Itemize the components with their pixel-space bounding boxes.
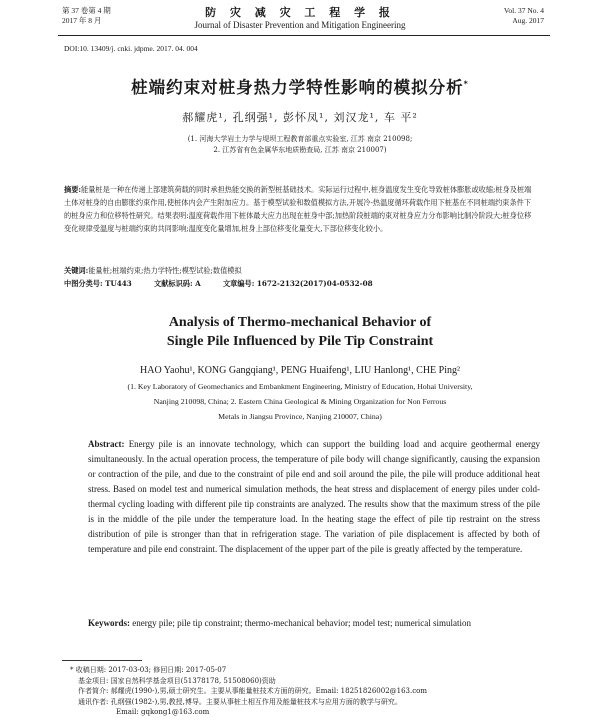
journal-name-en: Journal of Disaster Prevention and Mitigation Engineering xyxy=(194,20,406,30)
affiliation-cn-1: (1. 河海大学岩土力学与堤坝工程教育部重点实验室, 江苏 南京 210098; xyxy=(187,135,413,143)
footnote-author-info: 作者简介: 郝耀虎(1990-),男,硕士研究生。主要从事能量桩技术方面的研究。Email: 18251826002@163.com xyxy=(78,687,428,695)
title-en: Analysis of Thermo-mechanical Behavior of Single Pile Influenced by Pile Tip Constraint xyxy=(166,315,434,349)
article-number: 文章编号: 1672-2132(2017)04-0532-08 xyxy=(222,279,373,288)
abstract-cn-label: 摘要: xyxy=(64,185,82,194)
abstract-en-label: Abstract: xyxy=(88,439,125,449)
footnote-received-text: 收稿日期: 2017-03-03; 修回日期: 2017-05-07 xyxy=(75,666,227,674)
authors-cn: 郝耀虎¹, 孔纲强¹, 彭怀凤¹, 刘汉龙¹, 车 平² xyxy=(182,111,418,124)
header-volume: 第 37 卷第 4 期 xyxy=(62,6,111,15)
header-rule xyxy=(58,35,550,36)
keywords-cn-text: 能量桩;桩端约束;热力学特性;模型试验;数值模拟 xyxy=(88,266,242,275)
abstract-cn-text: 能量桩是一种在传递上部建筑荷载的同时承担热能交换的新型桩基础技术。实际运行过程中,桩身温度发生变化导致桩体膨胀或收缩;桩身及桩端土体对桩身的自由膨胀约束作用,使桩体内会产生附加应力。基于模型试验和数值模拟方法,开展冷-热温度循环荷载作用下桩基在不同桩端约束条件下的桩身应力和位移特性研究。结果表明:温度荷载作用下桩体最大应力出现在桩身中部;加热阶段桩端的束对桩身应力分布影响比制冷阶段大;桩身位移变化规律受温度与桩端约束的共同影响;温度变化量增加,桩身上部位移变化量变大,下部位移变化较小。 xyxy=(64,185,532,233)
keywords-en-text: energy pile; pile tip constraint; thermo-mechanical behavior; model test; numerical simulation xyxy=(132,618,471,628)
affiliation-en-2: Nanjing 210098, China; 2. Eastern China Geological & Mining Organization for Non Ferrous xyxy=(153,397,447,406)
abstract-en xyxy=(88,437,540,557)
header-left xyxy=(62,6,111,26)
header-date: 2017 年 8 月 xyxy=(62,16,102,25)
keywords-en-label: Keywords: xyxy=(88,618,130,628)
title-cn-text: 桩端约束对桩身热力学特性影响的模拟分析 xyxy=(131,78,464,97)
title-footnote-mark: * xyxy=(463,79,469,89)
keywords-en xyxy=(88,616,540,631)
footnote-fund: 基金项目: 国家自然科学基金项目(51378178, 51508060)资助 xyxy=(78,676,276,685)
header-volume-en: Vol. 37 No. 4 xyxy=(503,6,544,15)
footnote-email: Email: gqkong1@163.com xyxy=(116,708,210,716)
doi: DOI:10. 13409/j. cnki. jdpme. 2017. 04. 004 xyxy=(64,44,198,53)
footnote xyxy=(70,665,550,718)
journal-name-cn: 防 灾 减 灾 工 程 学 报 xyxy=(205,6,395,19)
header-right xyxy=(504,6,544,26)
affiliation-en-1: (1. Key Laboratory of Geomechanics and Embankment Engineering, Ministry of Education, Hohai University, xyxy=(127,382,473,391)
journal-header xyxy=(0,6,600,36)
classification-cn xyxy=(64,278,534,289)
document-code: 文献标识码: A xyxy=(154,279,201,288)
title-cn xyxy=(0,74,600,98)
affiliation-en-3: Metals in Jiangsu Province, Nanjing 210007, China) xyxy=(218,412,382,421)
footnote-marker: * xyxy=(70,666,74,674)
header-center xyxy=(150,6,450,31)
affiliation-cn-2: 2. 江苏省有色金属华东地质勘查局, 江苏 南京 210007) xyxy=(213,146,387,154)
footnote-rule xyxy=(62,660,142,661)
abstract-cn xyxy=(64,183,534,235)
footnote-corresponding: 通讯作者: 孔纲强(1982-),男,教授,博导。主要从事桩土相互作用及能量桩技术与应用方面的教学与研究。 xyxy=(78,697,402,706)
header-date-en: Aug. 2017 xyxy=(512,16,544,25)
authors-en: HAO Yaohu¹, KONG Gangqiang¹, PENG Huaifeng¹, LIU Hanlong¹, CHE Ping² xyxy=(140,365,460,376)
footnote-received xyxy=(70,665,550,676)
keywords-cn xyxy=(64,265,534,276)
abstract-en-text: Energy pile is an innovate technology, which can support the building load and acquire geothermal energy simultaneously. In the actual operation process, the temperature of pile body will change significantly, causing the expansion or contraction of the pile, and due to the constraint of pile end and soil around the pile, the pile will produce additional heat stress. Based on model test and numerical simulation methods, the heat stress and displacement of energy piles under cold-thermal cycling loading with different pile tip constraints are analyzed. The results show that the maximum stress of the pile is in the middle of the pile under the temperature load. In the heating stage the effect of pile tip restraint on the stress distribution of pile is stronger than that in refrigeration stage. The variation of pile displacement is affected by both of temperature and pile end constraint. The displacement of the upper part of the pile is greatly affected by the temperature. xyxy=(88,439,541,554)
keywords-cn-label: 关键词: xyxy=(64,266,89,275)
affiliations-en xyxy=(0,379,600,424)
clc-number: 中图分类号: TU443 xyxy=(64,279,132,288)
